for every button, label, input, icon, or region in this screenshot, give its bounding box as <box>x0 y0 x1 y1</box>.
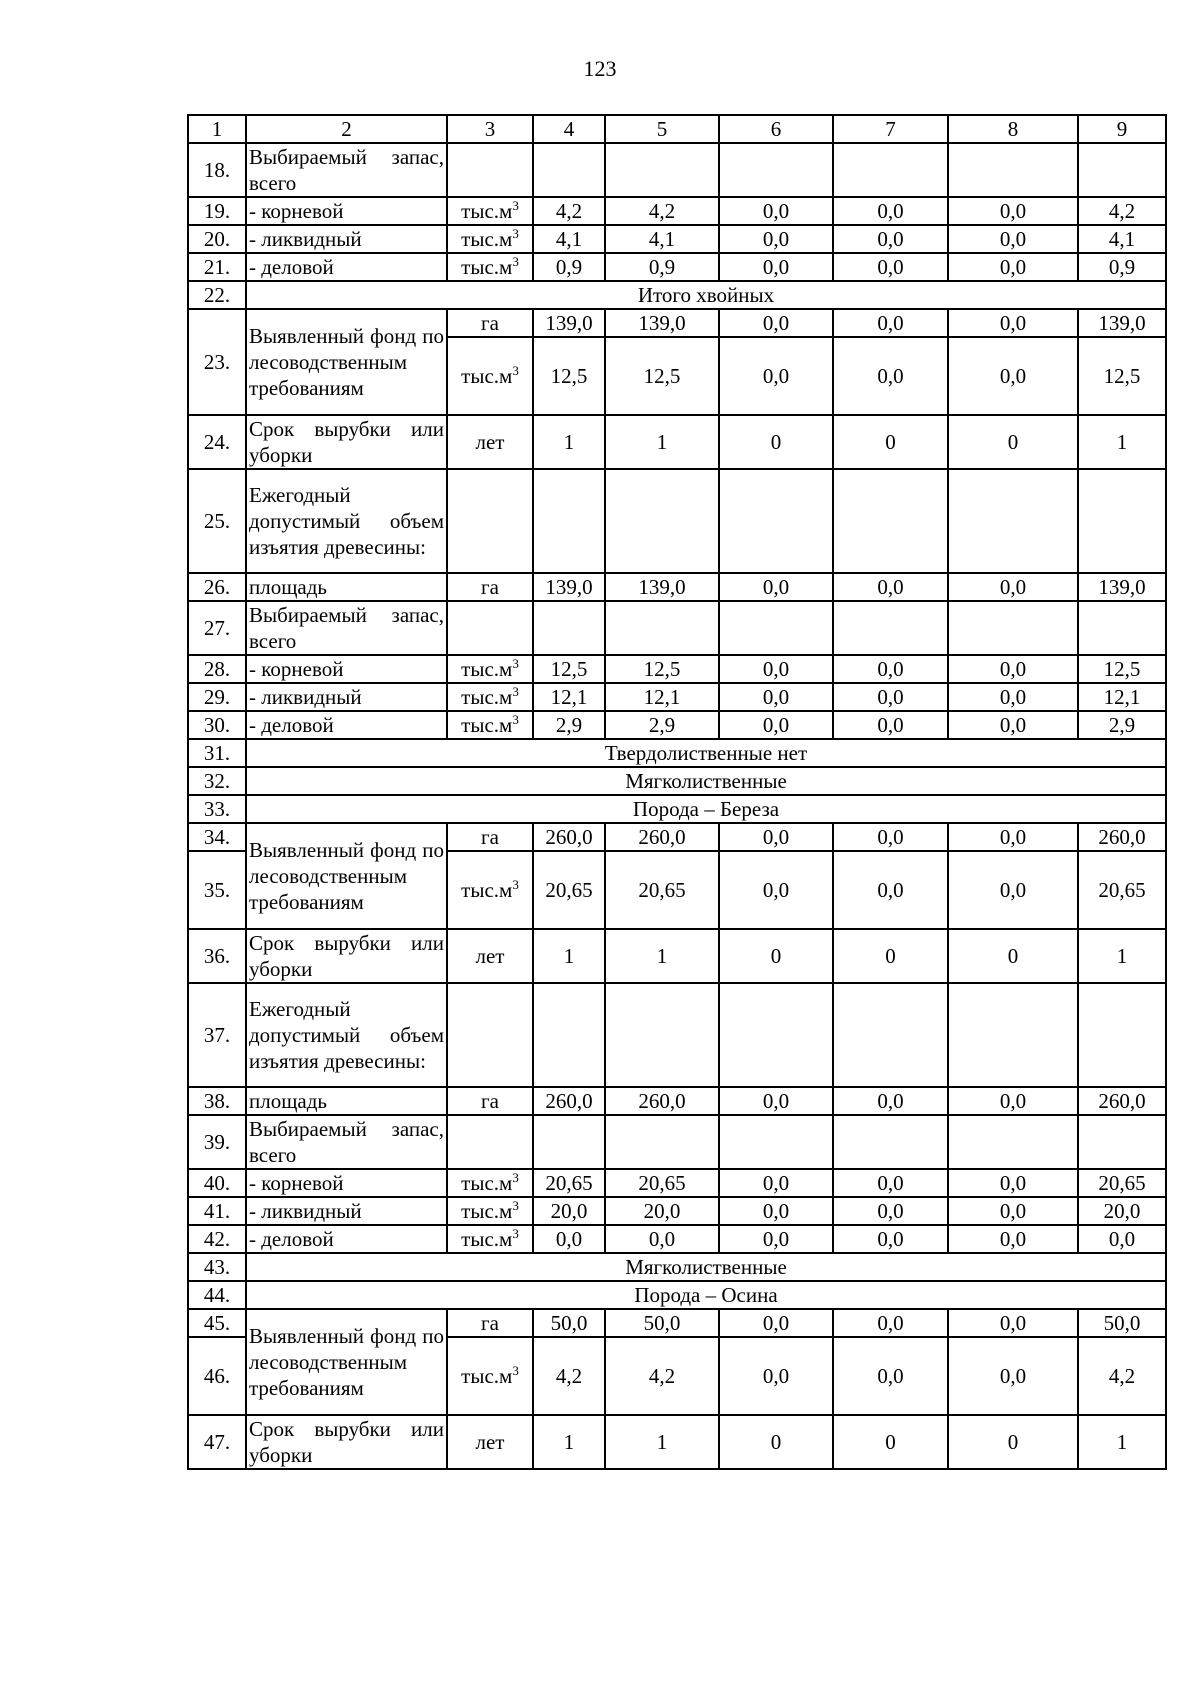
unit-cell: $тыс.м^3$ <box>447 683 533 711</box>
value-cell <box>948 469 1078 573</box>
value-cell <box>833 143 948 197</box>
value-cell: 1 <box>605 415 719 469</box>
value-cell: 0,0 <box>833 1225 948 1253</box>
table-row <box>188 309 1166 337</box>
section-row <box>188 1253 1166 1281</box>
value-cell: 0,0 <box>833 711 948 739</box>
value-cell <box>833 983 948 1087</box>
table-row <box>188 469 1166 573</box>
row-number-cell: 43. <box>188 1253 246 1281</box>
value-cell: 139,0 <box>533 309 605 337</box>
value-cell: 4,2 <box>533 1337 605 1415</box>
value-cell: 0,0 <box>719 1087 833 1115</box>
value-cell: 0,0 <box>948 197 1078 225</box>
row-number-cell: 29. <box>188 683 246 711</box>
value-cell: 12,1 <box>605 683 719 711</box>
value-cell: 20,65 <box>1078 1169 1166 1197</box>
value-cell: 1 <box>533 415 605 469</box>
table-row <box>188 601 1166 655</box>
unit-cell: га <box>447 1087 533 1115</box>
value-cell: 2,9 <box>533 711 605 739</box>
value-cell: 4,2 <box>605 197 719 225</box>
row-number-cell: 34. <box>188 823 246 851</box>
value-cell: 20,0 <box>1078 1197 1166 1225</box>
value-cell: 0,0 <box>719 683 833 711</box>
row-label-cell: - деловой <box>246 253 447 281</box>
column-number-cell: 1 <box>188 115 246 143</box>
unit-cell: $тыс.м^3$ <box>447 655 533 683</box>
row-number-cell: 41. <box>188 1197 246 1225</box>
row-label-cell: Срок вырубки или уборки <box>246 929 447 983</box>
table-row <box>188 197 1166 225</box>
table-row <box>188 225 1166 253</box>
unit-superscript: 3 <box>512 1226 519 1241</box>
value-cell: 0,0 <box>833 573 948 601</box>
value-cell: 139,0 <box>533 573 605 601</box>
unit-cell: лет <box>447 415 533 469</box>
value-cell: 12,5 <box>1078 655 1166 683</box>
value-cell: 0,0 <box>833 1337 948 1415</box>
value-cell: 50,0 <box>605 1309 719 1337</box>
value-cell <box>948 983 1078 1087</box>
table-row <box>188 1225 1166 1253</box>
unit-superscript: 3 <box>512 363 519 378</box>
row-number-cell: 47. <box>188 1415 246 1469</box>
value-cell: 4,2 <box>1078 197 1166 225</box>
table-header-row <box>188 115 1166 143</box>
value-cell: 4,2 <box>605 1337 719 1415</box>
value-cell <box>948 601 1078 655</box>
value-cell: 20,65 <box>533 851 605 929</box>
value-cell: 20,0 <box>533 1197 605 1225</box>
value-cell: 260,0 <box>533 1087 605 1115</box>
value-cell: 0,0 <box>833 851 948 929</box>
value-cell: 0,0 <box>833 1087 948 1115</box>
row-number-cell: 33. <box>188 795 246 823</box>
row-label-cell: Выявленный фонд по лесоводственным требованиям <box>246 1309 447 1415</box>
row-label-cell: Срок вырубки или уборки <box>246 1415 447 1469</box>
value-cell: 4,1 <box>605 225 719 253</box>
value-cell: 0,0 <box>948 337 1078 415</box>
value-cell <box>533 601 605 655</box>
unit-cell: га <box>447 573 533 601</box>
section-row <box>188 281 1166 309</box>
table-row <box>188 1169 1166 1197</box>
table-row <box>188 1415 1166 1469</box>
column-number-cell: 5 <box>605 115 719 143</box>
value-cell: 0 <box>948 1415 1078 1469</box>
value-cell <box>833 1115 948 1169</box>
value-cell <box>1078 1115 1166 1169</box>
value-cell <box>533 1115 605 1169</box>
unit-superscript: 3 <box>512 877 519 892</box>
row-number-cell: 28. <box>188 655 246 683</box>
row-number-cell: 30. <box>188 711 246 739</box>
value-cell: 0,9 <box>1078 253 1166 281</box>
value-cell: 260,0 <box>533 823 605 851</box>
value-cell: 0,0 <box>833 1197 948 1225</box>
row-label-cell: площадь <box>246 1087 447 1115</box>
value-cell: 0,0 <box>833 309 948 337</box>
section-title-cell: Твердолиственные нет <box>246 739 1166 767</box>
value-cell: 0,0 <box>948 253 1078 281</box>
table-row <box>188 415 1166 469</box>
value-cell: 12,5 <box>533 655 605 683</box>
value-cell: 0,0 <box>833 823 948 851</box>
table-row <box>188 1309 1166 1337</box>
table-row <box>188 823 1166 851</box>
unit-cell: лет <box>447 1415 533 1469</box>
row-number-cell: 23. <box>188 309 246 415</box>
table-row <box>188 683 1166 711</box>
row-number-cell: 24. <box>188 415 246 469</box>
value-cell: 0,0 <box>719 1225 833 1253</box>
value-cell: 12,5 <box>533 337 605 415</box>
value-cell: 0,0 <box>833 337 948 415</box>
row-label-cell: площадь <box>246 573 447 601</box>
unit-cell <box>447 983 533 1087</box>
row-number-cell: 18. <box>188 143 246 197</box>
row-label-cell: Ежегодный допустимый объем изъятия древесины: <box>246 469 447 573</box>
value-cell: 12,1 <box>533 683 605 711</box>
value-cell: 0,0 <box>948 1169 1078 1197</box>
value-cell: 0 <box>719 929 833 983</box>
table-row <box>188 983 1166 1087</box>
value-cell <box>605 601 719 655</box>
value-cell: 0,0 <box>948 711 1078 739</box>
value-cell: 0 <box>719 415 833 469</box>
value-cell <box>533 143 605 197</box>
value-cell: 0,0 <box>948 851 1078 929</box>
value-cell: 0,0 <box>833 1309 948 1337</box>
value-cell: 0,0 <box>948 1197 1078 1225</box>
value-cell: 12,1 <box>1078 683 1166 711</box>
unit-cell <box>447 143 533 197</box>
section-title-cell: Порода – Осина <box>246 1281 1166 1309</box>
value-cell: 0,0 <box>719 823 833 851</box>
value-cell <box>1078 983 1166 1087</box>
value-cell: 2,9 <box>605 711 719 739</box>
unit-superscript: 3 <box>512 656 519 671</box>
value-cell: 0,0 <box>948 823 1078 851</box>
value-cell: 0,0 <box>833 655 948 683</box>
unit-cell: $тыс.м^3$ <box>447 1225 533 1253</box>
value-cell <box>605 1115 719 1169</box>
value-cell: 0 <box>948 929 1078 983</box>
table-row <box>188 1197 1166 1225</box>
value-cell <box>605 983 719 1087</box>
unit-cell: га <box>447 309 533 337</box>
value-cell: 12,5 <box>605 655 719 683</box>
unit-cell <box>447 469 533 573</box>
value-cell: 20,65 <box>533 1169 605 1197</box>
value-cell: 2,9 <box>1078 711 1166 739</box>
section-title-cell: Порода – Береза <box>246 795 1166 823</box>
row-number-cell: 31. <box>188 739 246 767</box>
value-cell: 0 <box>833 415 948 469</box>
value-cell: 0,0 <box>948 573 1078 601</box>
value-cell: 0,0 <box>833 197 948 225</box>
table-row <box>188 655 1166 683</box>
value-cell: 139,0 <box>1078 573 1166 601</box>
value-cell <box>948 143 1078 197</box>
unit-cell: га <box>447 823 533 851</box>
row-number-cell: 36. <box>188 929 246 983</box>
value-cell: 139,0 <box>605 309 719 337</box>
section-title-cell: Итого хвойных <box>246 281 1166 309</box>
value-cell: 139,0 <box>1078 309 1166 337</box>
value-cell: 20,65 <box>1078 851 1166 929</box>
row-number-cell: 21. <box>188 253 246 281</box>
value-cell: 260,0 <box>1078 1087 1166 1115</box>
row-number-cell: 19. <box>188 197 246 225</box>
value-cell: 50,0 <box>1078 1309 1166 1337</box>
row-number-cell: 37. <box>188 983 246 1087</box>
row-number-cell: 20. <box>188 225 246 253</box>
table-row <box>188 573 1166 601</box>
unit-cell: $тыс.м^3$ <box>447 1169 533 1197</box>
row-number-cell: 22. <box>188 281 246 309</box>
value-cell: 0,0 <box>948 683 1078 711</box>
value-cell: 0,0 <box>719 573 833 601</box>
column-number-cell: 7 <box>833 115 948 143</box>
row-number-cell: 39. <box>188 1115 246 1169</box>
unit-superscript: 3 <box>512 254 519 269</box>
value-cell <box>833 601 948 655</box>
column-number-cell: 3 <box>447 115 533 143</box>
value-cell: 0,0 <box>719 253 833 281</box>
unit-superscript: 3 <box>512 684 519 699</box>
value-cell: 1 <box>533 929 605 983</box>
value-cell: 0,0 <box>833 683 948 711</box>
value-cell: 0,0 <box>719 1309 833 1337</box>
unit-cell <box>447 1115 533 1169</box>
value-cell: 0 <box>948 415 1078 469</box>
value-cell: 4,2 <box>533 197 605 225</box>
unit-cell: $тыс.м^3$ <box>447 1197 533 1225</box>
row-number-cell: 42. <box>188 1225 246 1253</box>
unit-superscript: 3 <box>512 712 519 727</box>
row-label-cell: - корневой <box>246 1169 447 1197</box>
unit-superscript: 3 <box>512 1363 519 1378</box>
section-row <box>188 739 1166 767</box>
row-label-cell: - ликвидный <box>246 683 447 711</box>
row-label-cell: - корневой <box>246 655 447 683</box>
value-cell: 260,0 <box>1078 823 1166 851</box>
value-cell: 0,0 <box>833 253 948 281</box>
table-body <box>188 115 1166 1469</box>
value-cell: 0,0 <box>948 655 1078 683</box>
value-cell: 0 <box>833 1415 948 1469</box>
value-cell: 0,0 <box>1078 1225 1166 1253</box>
value-cell: 12,5 <box>1078 337 1166 415</box>
page-number: 123 <box>583 56 617 81</box>
column-number-cell: 8 <box>948 115 1078 143</box>
section-row <box>188 1281 1166 1309</box>
value-cell: 0,0 <box>719 711 833 739</box>
value-cell: 0,0 <box>948 1337 1078 1415</box>
unit-cell: га <box>447 1309 533 1337</box>
section-row <box>188 767 1166 795</box>
row-number-cell: 25. <box>188 469 246 573</box>
forest-data-table <box>187 114 1167 1470</box>
unit-cell: $тыс.м^3$ <box>447 711 533 739</box>
unit-cell: $тыс.м^3$ <box>447 1337 533 1415</box>
value-cell: 0,0 <box>719 1197 833 1225</box>
row-label-cell: Выявленный фонд по лесоводственным требованиям <box>246 823 447 929</box>
row-number-cell: 40. <box>188 1169 246 1197</box>
value-cell: 12,5 <box>605 337 719 415</box>
column-number-cell: 6 <box>719 115 833 143</box>
row-label-cell: Выявленный фонд по лесоводственным требованиям <box>246 309 447 415</box>
unit-cell: $тыс.м^3$ <box>447 337 533 415</box>
row-label-cell: - ликвидный <box>246 1197 447 1225</box>
row-label-cell: - корневой <box>246 197 447 225</box>
row-label-cell: Ежегодный допустимый объем изъятия древесины: <box>246 983 447 1087</box>
unit-cell: $тыс.м^3$ <box>447 253 533 281</box>
section-title-cell: Мягколиственные <box>246 1253 1166 1281</box>
row-label-cell: Выбираемый запас, всего <box>246 1115 447 1169</box>
value-cell: 0,0 <box>948 1225 1078 1253</box>
value-cell: 0 <box>719 1415 833 1469</box>
column-number-cell: 2 <box>246 115 447 143</box>
value-cell: 1 <box>533 1415 605 1469</box>
table-row <box>188 1087 1166 1115</box>
row-number-cell: 32. <box>188 767 246 795</box>
value-cell <box>719 143 833 197</box>
row-number-cell: 26. <box>188 573 246 601</box>
value-cell <box>1078 469 1166 573</box>
row-number-cell: 45. <box>188 1309 246 1337</box>
section-title-cell: Мягколиственные <box>246 767 1166 795</box>
value-cell: 0,0 <box>719 309 833 337</box>
table-row <box>188 711 1166 739</box>
row-label-cell: Выбираемый запас, всего <box>246 143 447 197</box>
value-cell <box>948 1115 1078 1169</box>
value-cell: 0,0 <box>605 1225 719 1253</box>
value-cell <box>719 469 833 573</box>
table-row <box>188 1115 1166 1169</box>
unit-superscript: 3 <box>512 1170 519 1185</box>
value-cell: 0,0 <box>948 309 1078 337</box>
value-cell: 0,9 <box>533 253 605 281</box>
value-cell <box>719 983 833 1087</box>
value-cell <box>1078 601 1166 655</box>
row-number-cell: 38. <box>188 1087 246 1115</box>
value-cell: 20,65 <box>605 1169 719 1197</box>
value-cell <box>533 469 605 573</box>
row-number-cell: 44. <box>188 1281 246 1309</box>
value-cell: 20,65 <box>605 851 719 929</box>
value-cell: 0,0 <box>833 1169 948 1197</box>
value-cell: 0,0 <box>948 1087 1078 1115</box>
unit-cell <box>447 601 533 655</box>
value-cell: 0,0 <box>833 225 948 253</box>
row-label-cell: - ликвидный <box>246 225 447 253</box>
unit-cell: $тыс.м^3$ <box>447 225 533 253</box>
value-cell: 50,0 <box>533 1309 605 1337</box>
row-number-cell: 35. <box>188 851 246 929</box>
value-cell: 1 <box>1078 1415 1166 1469</box>
value-cell: 20,0 <box>605 1197 719 1225</box>
value-cell: 0,0 <box>948 1309 1078 1337</box>
value-cell <box>833 469 948 573</box>
value-cell <box>1078 143 1166 197</box>
value-cell: 0,9 <box>605 253 719 281</box>
value-cell <box>719 1115 833 1169</box>
value-cell: 1 <box>1078 415 1166 469</box>
value-cell: 0,0 <box>719 1169 833 1197</box>
value-cell: 0,0 <box>533 1225 605 1253</box>
section-row <box>188 795 1166 823</box>
row-label-cell: Срок вырубки или уборки <box>246 415 447 469</box>
value-cell: 4,2 <box>1078 1337 1166 1415</box>
row-number-cell: 27. <box>188 601 246 655</box>
unit-cell: лет <box>447 929 533 983</box>
table-row <box>188 929 1166 983</box>
value-cell: 0,0 <box>719 197 833 225</box>
value-cell: 1 <box>605 1415 719 1469</box>
row-label-cell: - деловой <box>246 1225 447 1253</box>
value-cell: 1 <box>1078 929 1166 983</box>
value-cell: 0,0 <box>719 1337 833 1415</box>
value-cell: 139,0 <box>605 573 719 601</box>
value-cell: 0,0 <box>948 225 1078 253</box>
column-number-cell: 4 <box>533 115 605 143</box>
value-cell: 4,1 <box>1078 225 1166 253</box>
unit-superscript: 3 <box>512 1198 519 1213</box>
value-cell: 260,0 <box>605 823 719 851</box>
unit-cell: $тыс.м^3$ <box>447 197 533 225</box>
row-number-cell: 46. <box>188 1337 246 1415</box>
column-number-cell: 9 <box>1078 115 1166 143</box>
value-cell <box>533 983 605 1087</box>
value-cell: 0,0 <box>719 655 833 683</box>
value-cell <box>605 143 719 197</box>
unit-cell: $тыс.м^3$ <box>447 851 533 929</box>
value-cell: 4,1 <box>533 225 605 253</box>
value-cell <box>719 601 833 655</box>
row-label-cell: Выбираемый запас, всего <box>246 601 447 655</box>
row-label-cell: - деловой <box>246 711 447 739</box>
value-cell: 0,0 <box>719 337 833 415</box>
value-cell: 0 <box>833 929 948 983</box>
value-cell: 1 <box>605 929 719 983</box>
unit-superscript: 3 <box>512 198 519 213</box>
value-cell: 0,0 <box>719 851 833 929</box>
value-cell: 260,0 <box>605 1087 719 1115</box>
unit-superscript: 3 <box>512 226 519 241</box>
value-cell: 0,0 <box>719 225 833 253</box>
value-cell <box>605 469 719 573</box>
table-row <box>188 253 1166 281</box>
table-row <box>188 143 1166 197</box>
